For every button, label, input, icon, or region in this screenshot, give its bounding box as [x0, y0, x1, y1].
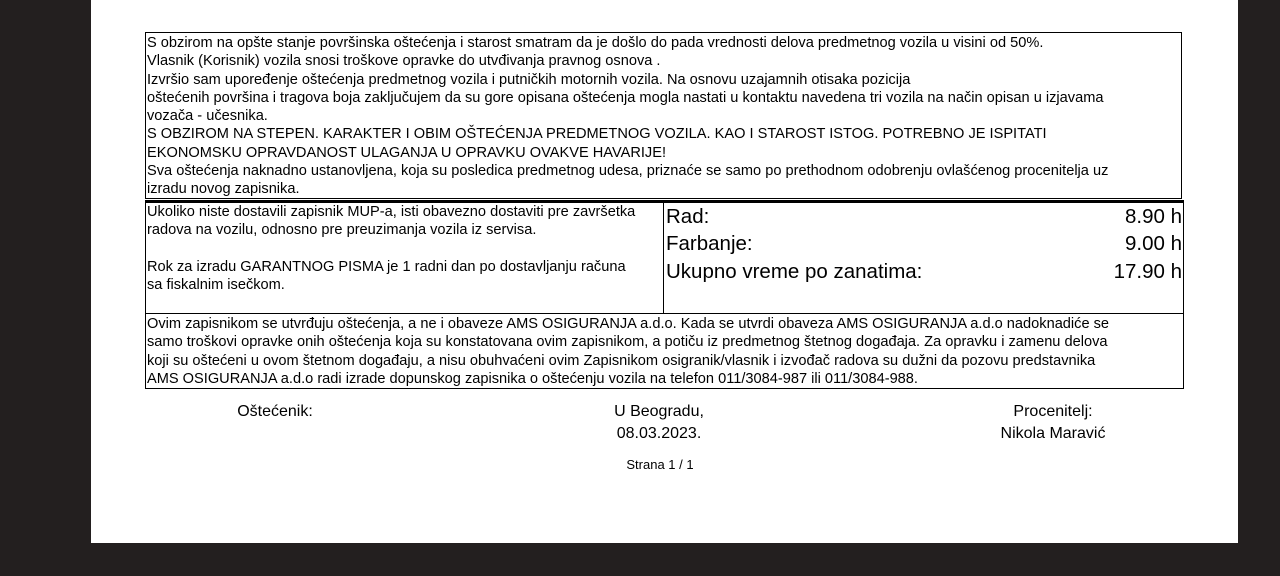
total-time-label: Ukupno vreme po zanatima:	[666, 260, 923, 283]
page-number: Strana 1 / 1	[626, 457, 694, 472]
labor-time-label: Rad:	[666, 205, 710, 228]
disclaimer-line: AMS OSIGURANJA a.d.o radi izrade dopunskog zapisnika o oštećenju vozila na telefon 011/3084-987 ili 011/3084-988.	[147, 370, 918, 387]
appraiser-signature	[968, 401, 1138, 445]
date-label: 08.03.2023.	[616, 425, 702, 442]
painting-time-label: Farbanje:	[666, 232, 753, 255]
mup-instruction-line: radova na vozilu, odnosno pre preuzimanja vozila iz servisa.	[147, 222, 537, 239]
disclaimer-line: Ovim zapisnikom se utvrđuju oštećenja, a ne i obaveze AMS OSIGURANJA a.d.o. Kada se utvrdi obaveza AMS OSIGURANJA a.d.o nadoknadiće se	[147, 316, 1110, 332]
mup-instruction-line: Ukoliko niste dostavili zapisnik MUP-a, isti obavezno dostaviti pre završetka	[147, 204, 636, 220]
place-and-date	[584, 401, 734, 445]
place-label: U Beogradu,	[614, 403, 704, 420]
appraiser-label: Procenitelj:	[1013, 403, 1093, 420]
note-line: EKONOMSKU OPRAVDANOST ULAGANJA U OPRAVKU OVAKVE HAVARIJE!	[147, 144, 667, 161]
note-line: Vlasnik (Korisnik) vozila snosi troškove opravke do utvđivanja pravnog osnova .	[147, 53, 661, 70]
labor-time-row	[666, 203, 1182, 231]
disclaimer-line: koji su oštećeni u ovom štetnom događaju, a nisu obuhvaćeni ovim Zapisnikom osigranik/vlasnik i izvođač radova su dužni da pozovu predstavnika	[147, 352, 1096, 369]
instructions-and-time-box	[145, 200, 1184, 314]
disclaimer-box	[145, 313, 1184, 389]
disclaimer-line: samo troškovi opravke onih oštećenja koja su konstatovana ovim zapisnikom, a potiču iz predmetnog štetnog događaja. Za opravku i zamenu delova	[147, 334, 1108, 351]
appraiser-name: Nikola Maravić	[1000, 425, 1106, 442]
note-line: oštećenih površina i tragova boja zaključujem da su gore opisana oštećenja mogla nastati u kontaktu navedena tri vozila na način opisan u izjavama	[147, 89, 1104, 106]
damaged-party-label: Oštećenik:	[237, 403, 313, 420]
damaged-party-signature	[200, 401, 350, 423]
guarantee-letter-line: Rok za izradu GARANTNOG PISMA je 1 radni dan po dostavljanju računa	[147, 258, 626, 275]
work-time-cell	[665, 203, 1183, 314]
labor-time-value: 8.90 h	[1125, 205, 1182, 228]
note-line: izradu novog zapisnika.	[147, 181, 300, 198]
guarantee-letter-line: sa fiskalnim isečkom.	[147, 277, 285, 294]
note-line: Izvršio sam upoređenje oštećenja predmetnog vozila i putničkih motornih vozila. Na osnovu uzajamnih otisaka pozicija	[147, 71, 911, 88]
painting-time-value: 9.00 h	[1125, 232, 1182, 255]
total-time-value: 17.90 h	[1113, 260, 1182, 283]
note-line: Sva oštećenja naknadno ustanovljena, koja su posledica predmetnog udesa, priznaće se samo po prethodnom odobrenju ovlašćenog procenitelja uz	[147, 163, 1109, 180]
total-time-row	[666, 258, 1182, 286]
note-line: S OBZIROM NA STEPEN. KARAKTER I OBIM OŠTEĆENJA PREDMETNOG VOZILA. KAO I STAROST ISTOG. POTREBNO JE ISPITATI	[147, 126, 1047, 143]
painting-time-row	[666, 230, 1182, 258]
note-line: S obzirom na opšte stanje površinska oštećenja i starost smatram da je došlo do pada vrednosti delova predmetnog vozila u visini od 50%.	[147, 35, 1044, 51]
assessment-notes-box	[145, 32, 1182, 199]
note-line: vozača - učesnika.	[147, 108, 268, 125]
instructions-cell	[146, 203, 664, 314]
